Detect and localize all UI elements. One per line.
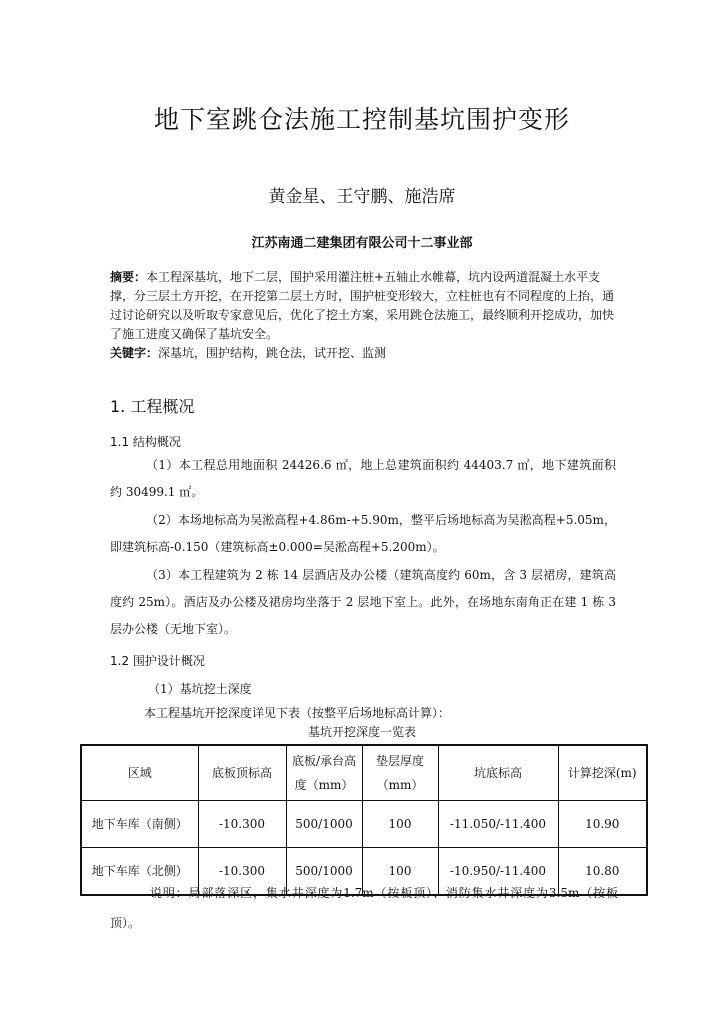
affiliation: 江苏南通二建集团有限公司十二事业部 — [251, 236, 473, 251]
author-list: 黄金星、王守鹏、施浩席 — [268, 187, 456, 207]
table-header-cell: 计算挖深(m) — [558, 745, 647, 801]
table-cell: 500/1000 — [286, 801, 362, 848]
keywords-text: 深基坑，围护结构，跳仓法，试开挖、监测 — [158, 346, 387, 360]
keywords-paragraph — [110, 344, 618, 363]
table-note: 说明：局部落深区，集水井深度为1.7m（按板顶）、消防集水井深度为3.5m（按板顶）。 — [110, 886, 618, 930]
subsection-heading-enclosure: 1.2 围护设计概况 — [110, 654, 205, 668]
table-header-cell: 底板顶标高 — [198, 745, 286, 801]
abstract-paragraph — [110, 268, 618, 344]
abstract-text: 本工程深基坑，地下二层，围护采用灌注桩+五轴止水帷幕，坑内设两道混凝土水平支撑，分三层土方开挖，在开挖第二层土方时，围护桩变形较大，立柱桩也有不同程度的上抬，通过讨论研究以及听取专家意见后，优化了挖土方案，采用跳仓法施工，最终顺利开挖成功，加快了施工进度又确保了基坑安全。 — [110, 270, 615, 341]
keywords-label: 关键字： — [110, 346, 159, 360]
table-cell: 100 — [362, 801, 438, 848]
table-cell: -10.950/-11.400 — [438, 848, 558, 896]
excavation-depth-table — [80, 744, 648, 896]
table-intro: 本工程基坑开挖深度详见下表（按整平后场地标高计算）： — [144, 706, 451, 720]
table-header-cell: 底板/承台高度（mm） — [286, 745, 362, 801]
table-cell: -10.300 — [198, 801, 286, 848]
table-header-cell: 坑底标高 — [438, 745, 558, 801]
subsection-heading-structure: 1.1 结构概况 — [110, 435, 181, 449]
paragraph-elevation: （2）本场地标高为吴淞高程+4.86m-+5.90m，整平后场地标高为吴淞高程+5.05m，即建筑标高-0.150（建筑标高±0.000=吴淞高程+5.200m）。 — [110, 513, 616, 554]
abstract-block — [110, 268, 618, 363]
table-row — [81, 801, 647, 848]
table-cell: -10.300 — [198, 848, 286, 896]
paragraph-area: （1）本工程总用地面积 24426.6 ㎡，地上总建筑面积约 44403.7 ㎡，地下建筑面积约 30499.1 ㎡。 — [110, 458, 616, 499]
table-header-cell: 垫层厚度（mm） — [362, 745, 438, 801]
table-cell: 地下车库（北侧） — [81, 848, 198, 896]
table-header-row — [81, 745, 647, 801]
item-excavation-depth: （1）基坑挖土深度 — [148, 682, 252, 696]
table-caption: 基坑开挖深度一览表 — [307, 725, 416, 739]
abstract-label: 摘要： — [110, 270, 147, 284]
table-cell: -11.050/-11.400 — [438, 801, 558, 848]
table-header-cell: 区域 — [81, 745, 198, 801]
section-heading: 1. 工程概况 — [110, 397, 195, 416]
paragraph-buildings: （3）本工程建筑为 2 栋 14 层酒店及办公楼（建筑高度约 60m，含 3 层裙房，建筑高度约 25m）。酒店及办公楼及裙房均坐落于 2 层地下室上。此外，在场地东南角正在建 1 栋 3 层办公楼（无地下室）。 — [110, 568, 616, 636]
table-cell: 10.90 — [558, 801, 647, 848]
paper-title: 地下室跳仓法施工控制基坑围护变形 — [153, 105, 570, 134]
table-cell: 10.80 — [558, 848, 647, 896]
table-cell: 500/1000 — [286, 848, 362, 896]
table-cell: 100 — [362, 848, 438, 896]
table-cell: 地下车库（南侧） — [81, 801, 198, 848]
